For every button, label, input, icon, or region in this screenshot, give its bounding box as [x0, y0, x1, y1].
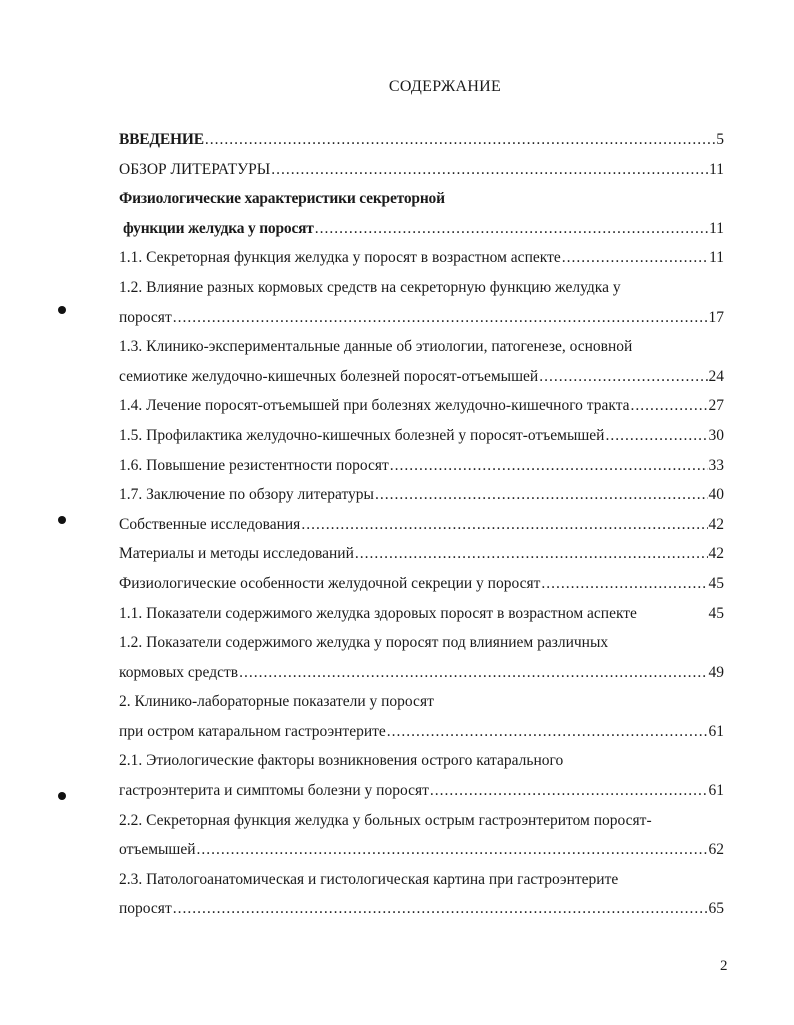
toc-dot-leader — [605, 421, 707, 451]
toc-entry — [119, 806, 724, 836]
toc-entry — [119, 717, 724, 747]
toc-entry-title: 1.3. Клинико-экспериментальные данные об этиологии, патогенезе, основной — [119, 338, 633, 356]
toc-dot-leader — [562, 243, 708, 273]
toc-entry-title: 1.2. Показатели содержимого желудка у поросят под влиянием различных — [119, 634, 609, 652]
toc-entry — [119, 125, 724, 155]
toc-entry-page: 30 — [708, 426, 724, 444]
toc-dot-leader — [239, 658, 707, 688]
toc-entry-title: функции желудка у поросят — [123, 219, 314, 237]
toc-entry-title: отъемышей — [119, 841, 196, 859]
toc-entry — [119, 658, 724, 688]
toc-entry-page: 17 — [708, 308, 724, 326]
toc-entry-title: Собственные исследования — [119, 515, 301, 533]
toc-entry-title: 2.3. Патологоанатомическая и гистологическая картина при гастроэнтерите — [119, 870, 619, 888]
toc-entry-page: 11 — [709, 160, 724, 178]
toc-dot-leader — [301, 510, 707, 540]
toc-entry — [119, 184, 724, 214]
toc-entry-title: поросят — [119, 308, 172, 326]
toc-entry-title: Физиологические особенности желудочной секреции у поросят — [119, 574, 541, 592]
toc-dot-leader — [271, 155, 708, 185]
toc-entry-page: 49 — [708, 663, 724, 681]
toc-dot-leader — [197, 835, 708, 865]
toc-dot-leader — [173, 303, 708, 333]
toc-dot-leader — [541, 569, 707, 599]
toc-entry — [119, 391, 724, 421]
toc-entry-title: 1.6. Повышение резистентности поросят — [119, 456, 389, 474]
toc-entry-page: 45 — [708, 574, 724, 592]
toc-dot-leader — [173, 894, 708, 924]
toc-dot-leader — [539, 362, 707, 392]
toc-entry-title: 1.7. Заключение по обзору литературы — [119, 486, 374, 504]
toc-entry — [119, 894, 724, 924]
toc-entry — [119, 835, 724, 865]
toc-dot-leader — [631, 391, 708, 421]
toc-entry-title: поросят — [119, 900, 172, 918]
toc-entry-page: 65 — [708, 900, 724, 918]
toc-entry — [119, 155, 724, 185]
toc-entry-title: кормовых средств — [119, 663, 239, 681]
toc-entry-title: ВВЕДЕНИЕ — [119, 131, 204, 148]
toc-entry — [119, 451, 724, 481]
toc-entry — [119, 273, 724, 303]
page-title: СОДЕРЖАНИЕ — [388, 78, 502, 95]
toc-dot-leader — [430, 776, 708, 806]
toc-entry-title: Материалы и методы исследований — [119, 545, 354, 563]
toc-entry — [119, 776, 724, 806]
toc-entry-page: 61 — [708, 782, 724, 800]
toc-dot-leader — [390, 451, 708, 481]
toc-dot-leader — [205, 125, 715, 155]
toc-entry-title: семиотике желудочно-кишечных болезней поросят-отъемышей — [119, 367, 539, 385]
toc-entry — [119, 214, 724, 244]
toc-entry — [119, 303, 724, 333]
toc-entry — [119, 421, 724, 451]
toc-entry-title: 1.1. Секреторная функция желудка у поросят в возрастном аспекте — [119, 249, 561, 267]
toc-dot-leader — [355, 539, 708, 569]
toc-entry-title: гастроэнтерита и симптомы болезни у поросят — [119, 782, 429, 800]
toc-entry-title: 2. Клинико-лабораторные показатели у поросят — [119, 693, 434, 711]
toc-entry-page: 61 — [708, 722, 724, 740]
toc-entry-title: 1.5. Профилактика желудочно-кишечных болезней у поросят-отъемышей — [119, 426, 605, 444]
toc-entry-page: 42 — [708, 515, 724, 533]
toc-entry — [119, 332, 724, 362]
toc-entry-title: 1.4. Лечение поросят-отъемышей при болезнях желудочно-кишечного тракта — [119, 397, 630, 415]
toc-entry-page: 11 — [709, 219, 724, 237]
toc-entry-page: 42 — [708, 545, 724, 563]
toc-dot-leader — [387, 717, 708, 747]
toc-entry-title: Физиологические характеристики секреторной — [119, 190, 445, 208]
page-number: 2 — [720, 958, 728, 974]
toc-entry — [119, 599, 724, 629]
toc-entry — [119, 539, 724, 569]
toc-entry — [119, 746, 724, 776]
toc-dot-leader — [315, 214, 708, 244]
toc-entry-title: 1.1. Показатели содержимого желудка здоровых поросят в возрастном аспекте — [119, 604, 637, 622]
toc-dot-leader — [375, 480, 708, 510]
margin-bullet-mark — [58, 792, 66, 800]
toc-entry-page: 24 — [708, 367, 724, 385]
toc-entry-page: 62 — [708, 841, 724, 859]
toc-entry-title: 1.2. Влияние разных кормовых средств на секреторную функцию желудка у — [119, 278, 621, 296]
toc-entry — [119, 865, 724, 895]
toc-entry — [119, 628, 724, 658]
toc-entry-page: 5 — [716, 131, 724, 148]
toc-entry-title: ОБЗОР ЛИТЕРАТУРЫ — [119, 160, 271, 178]
toc-entry-page: 27 — [708, 397, 724, 415]
toc-entry-page: 40 — [708, 486, 724, 504]
toc-entry — [119, 362, 724, 392]
toc-entry-page: 33 — [708, 456, 724, 474]
toc-entry — [119, 569, 724, 599]
margin-bullet-mark — [58, 516, 66, 524]
table-of-contents — [119, 125, 724, 924]
toc-entry-title: 2.1. Этиологические факторы возникновения острого катарального — [119, 752, 564, 770]
toc-entry-page: 45 — [708, 604, 724, 622]
toc-entry-title: 2.2. Секреторная функция желудка у больных острым гастроэнтеритом поросят- — [119, 811, 652, 829]
toc-entry — [119, 243, 724, 273]
margin-bullet-mark — [58, 306, 66, 314]
toc-entry — [119, 687, 724, 717]
toc-entry-title: при остром катаральном гастроэнтерите — [119, 722, 386, 740]
toc-entry — [119, 480, 724, 510]
toc-entry-page: 11 — [709, 249, 724, 267]
toc-entry — [119, 510, 724, 540]
